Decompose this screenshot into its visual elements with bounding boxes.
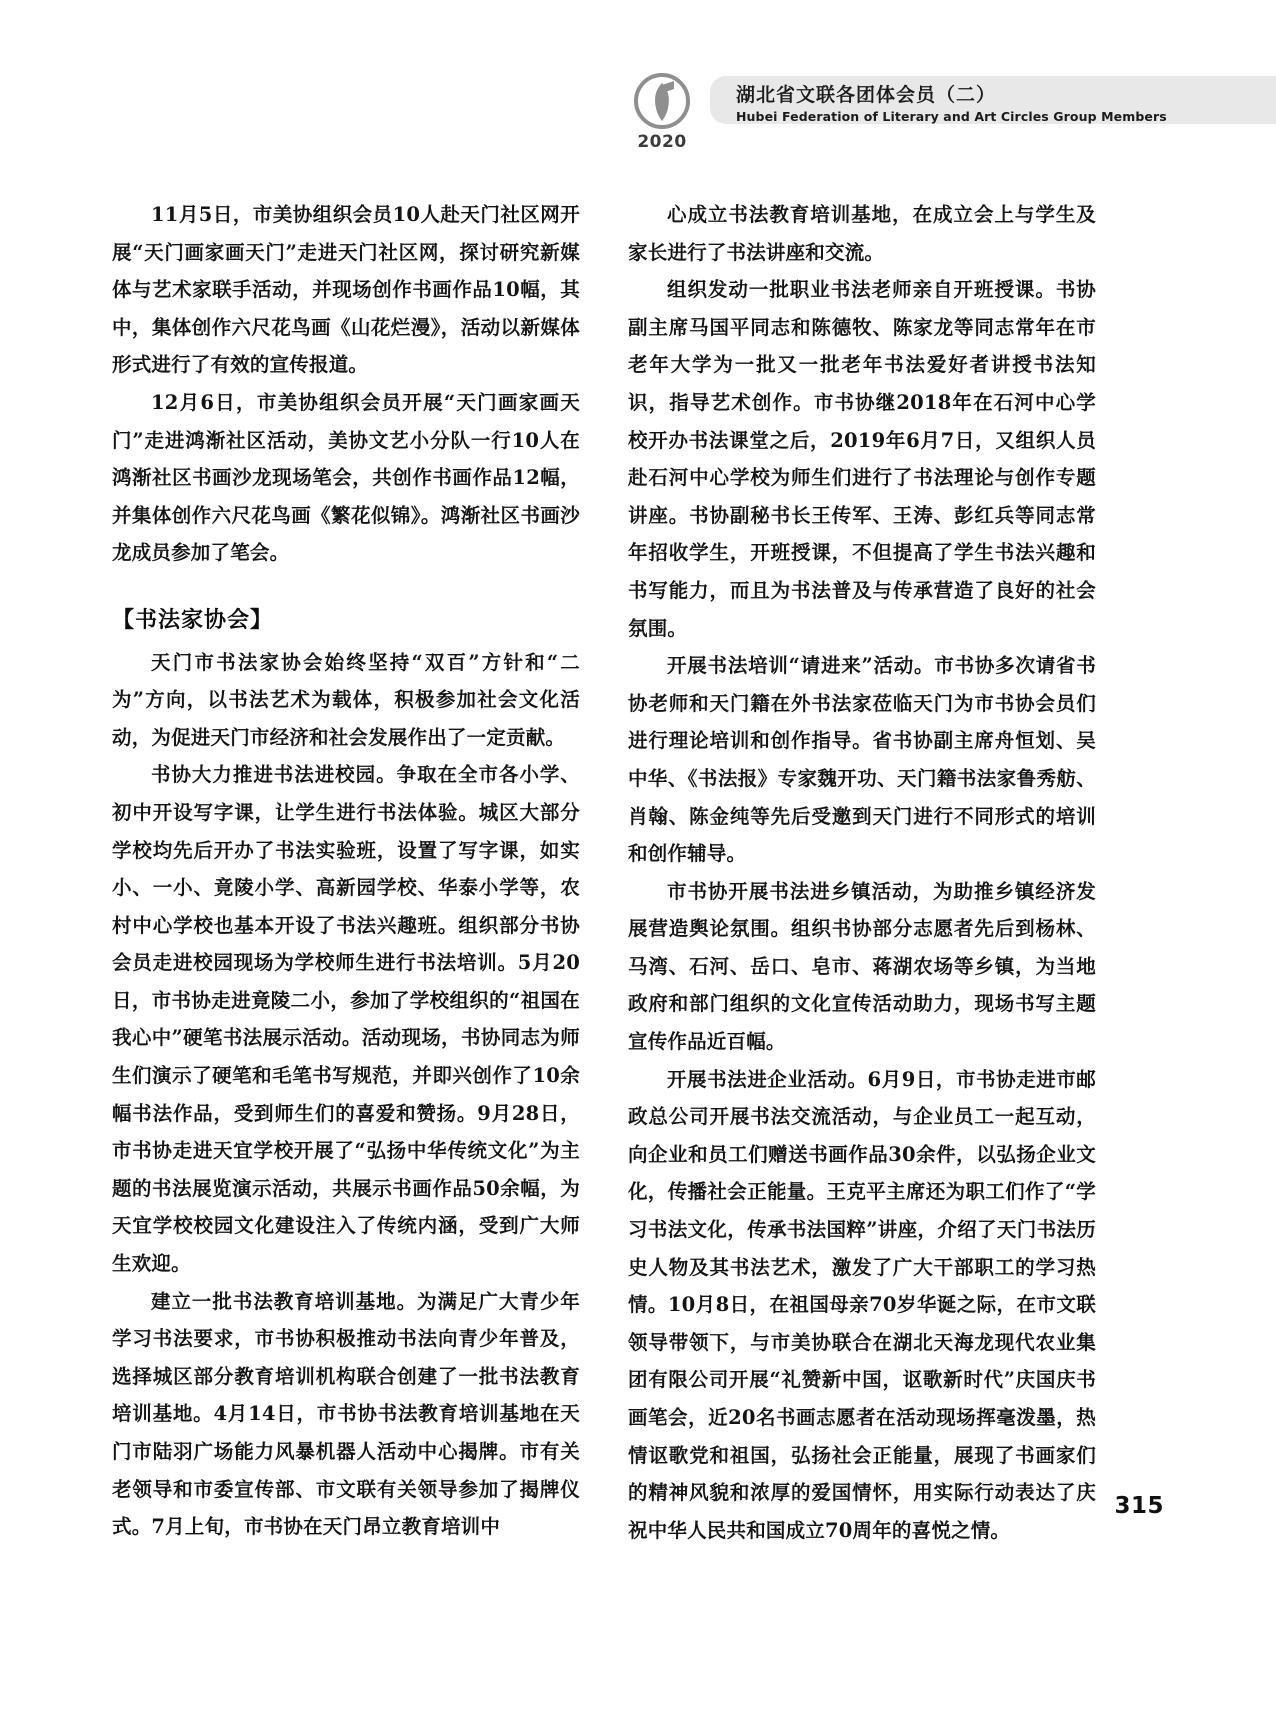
body-columns — [112, 196, 1168, 1549]
paragraph: 开展书法进企业活动。6月9日，市书协走进市邮政总公司开展书法交流活动，与企业员工一起互动，向企业和员工们赠送书画作品30余件，以弘扬企业文化，传播社会正能量。王克平主席还为职工们作了“学习书法文化，传承书法国粹”讲座，介绍了天门书法历史人物及其书法艺术，激发了广大干部职工的学习热情。10月8日，在祖国母亲70岁华诞之际，在市文联领导带领下，与市美协联合在湖北天海龙现代农业集团有限公司开展“礼赞新中国，讴歌新时代”庆国庆书画笔会，近20名书画志愿者在活动现场挥毫泼墨，热情讴歌党和祖国，弘扬社会正能量，展现了书画家们的精神风貌和浓厚的爱国情怀，用实际行动表达了庆祝中华人民共和国成立70周年的喜悦之情。 — [628, 1067, 1096, 1542]
paragraph: 11月5日，市美协组织会员10人赴天门社区网开展“天门画家画天门”走进天门社区网，探讨研究新媒体与艺术家联手活动，并现场创作书画作品10幅，其中，集体创作六尺花鸟画《山花烂漫》，活动以新媒体形式进行了有效的宣传报道。 — [112, 203, 580, 377]
paragraph: 书协大力推进书法进校园。争取在全市各小学、初中开设写字课，让学生进行书法体验。城区大部分学校均先后开办了书法实验班，设置了写字课，如实小、一小、竟陵小学、高新园学校、华泰小学等，农村中心学校也基本开设了书法兴趣班。组织部分书协会员走进校园现场为学校师生进行书法培训。5月20日，市书协走进竟陵二小，参加了学校组织的“祖国在我心中”硬笔书法展示活动。活动现场，书协同志为师生们演示了硬笔和毛笔书写规范，并即兴创作了10余幅书法作品，受到师生们的喜爱和赞扬。9月28日，市书协走进天宜学校开展了“弘扬中华传统文化”为主题的书法展览演示活动，共展示书画作品50余幅，为天宜学校校园文化建设注入了传统内涵，受到广大师生欢迎。 — [112, 763, 580, 1276]
header-title-en: Hubei Federation of Literary and Art Circles Group Members — [736, 108, 1167, 124]
paragraph: 12月6日，市美协组织会员开展“天门画家画天门”走进鸿渐社区活动，美协文艺小分队一行10人在鸿渐社区书画沙龙现场笔会，共创作书画作品12幅，并集体创作六尺花鸟画《繁花似锦》。鸿渐社区书画沙龙成员参加了笔会。 — [112, 390, 580, 565]
header-inner — [620, 68, 1270, 152]
paragraph: 市书协开展书法进乡镇活动，为助推乡镇经济发展营造舆论氛围。组织书协部分志愿者先后到杨林、马湾、石河、岳口、皂市、蒋湖农场等乡镇，为当地政府和部门组织的文化宣传活动助力，现场书写主题宣传作品近百幅。 — [628, 879, 1096, 1054]
section-heading-calligraphers-association: 【书法家协会】 — [112, 606, 274, 633]
paragraph: 建立一批书法教育培训基地。为满足广大青少年学习书法要求，市书协积极推动书法向青少年普及，选择城区部分教育培训机构联合创建了一批书法教育培训基地。4月14日，市书协书法教育培训基地在天门市陆羽广场能力风暴机器人活动中心揭牌。市有关老领导和市委宣传部、市文联有关领导参加了揭牌仪式。7月上旬，市书协在天门昂立教育培训中 — [112, 1289, 580, 1539]
hubei-federation-logo-icon — [633, 72, 691, 130]
paragraph: 组织发动一批职业书法老师亲自开班授课。书协副主席马国平同志和陈德牧、陈家龙等同志常年在市老年大学为一批又一批老年书法爱好者讲授书法知识，指导艺术创作。市书协继2018年在石河中心学校开办书法课堂之后，2019年6月7日，又组织人员赴石河中心学校为师生们进行了书法理论与创作专题讲座。书协副秘书长王传军、王涛、彭红兵等同志常年招收学生，开班授课，不但提高了学生书法兴趣和书写能力，而且为书法普及与传承营造了良好的社会氛围。 — [628, 278, 1096, 640]
page-number: 315 — [1114, 1493, 1164, 1519]
paragraph: 天门市书法家协会始终坚持“双百”方针和“二为”方向，以书法艺术为载体，积极参加社会文化活动，为促进天门市经济和社会发展作出了一定贡献。 — [112, 650, 580, 749]
left-column — [112, 196, 580, 1549]
page-header — [0, 68, 1276, 152]
paragraph: 开展书法培训“请进来”活动。市书协多次请省书协老师和天门籍在外书法家莅临天门为市书协会员们进行理论培训和创作指导。省书协副主席舟恒划、吴中华、《书法报》专家魏开功、天门籍书法家鲁秀舫、肖翰、陈金纯等先后受邀到天门进行不同形式的培训和创作辅导。 — [628, 654, 1096, 866]
right-column — [628, 196, 1096, 1549]
header-title-cn: 湖北省文联各团体会员（二） — [736, 84, 997, 106]
paragraph: 心成立书法教育培训基地，在成立会上与学生及家长进行了书法讲座和交流。 — [628, 203, 1096, 264]
header-title-bar — [710, 76, 1270, 124]
header-year: 2020 — [637, 132, 687, 152]
header-logo-block — [620, 68, 704, 152]
